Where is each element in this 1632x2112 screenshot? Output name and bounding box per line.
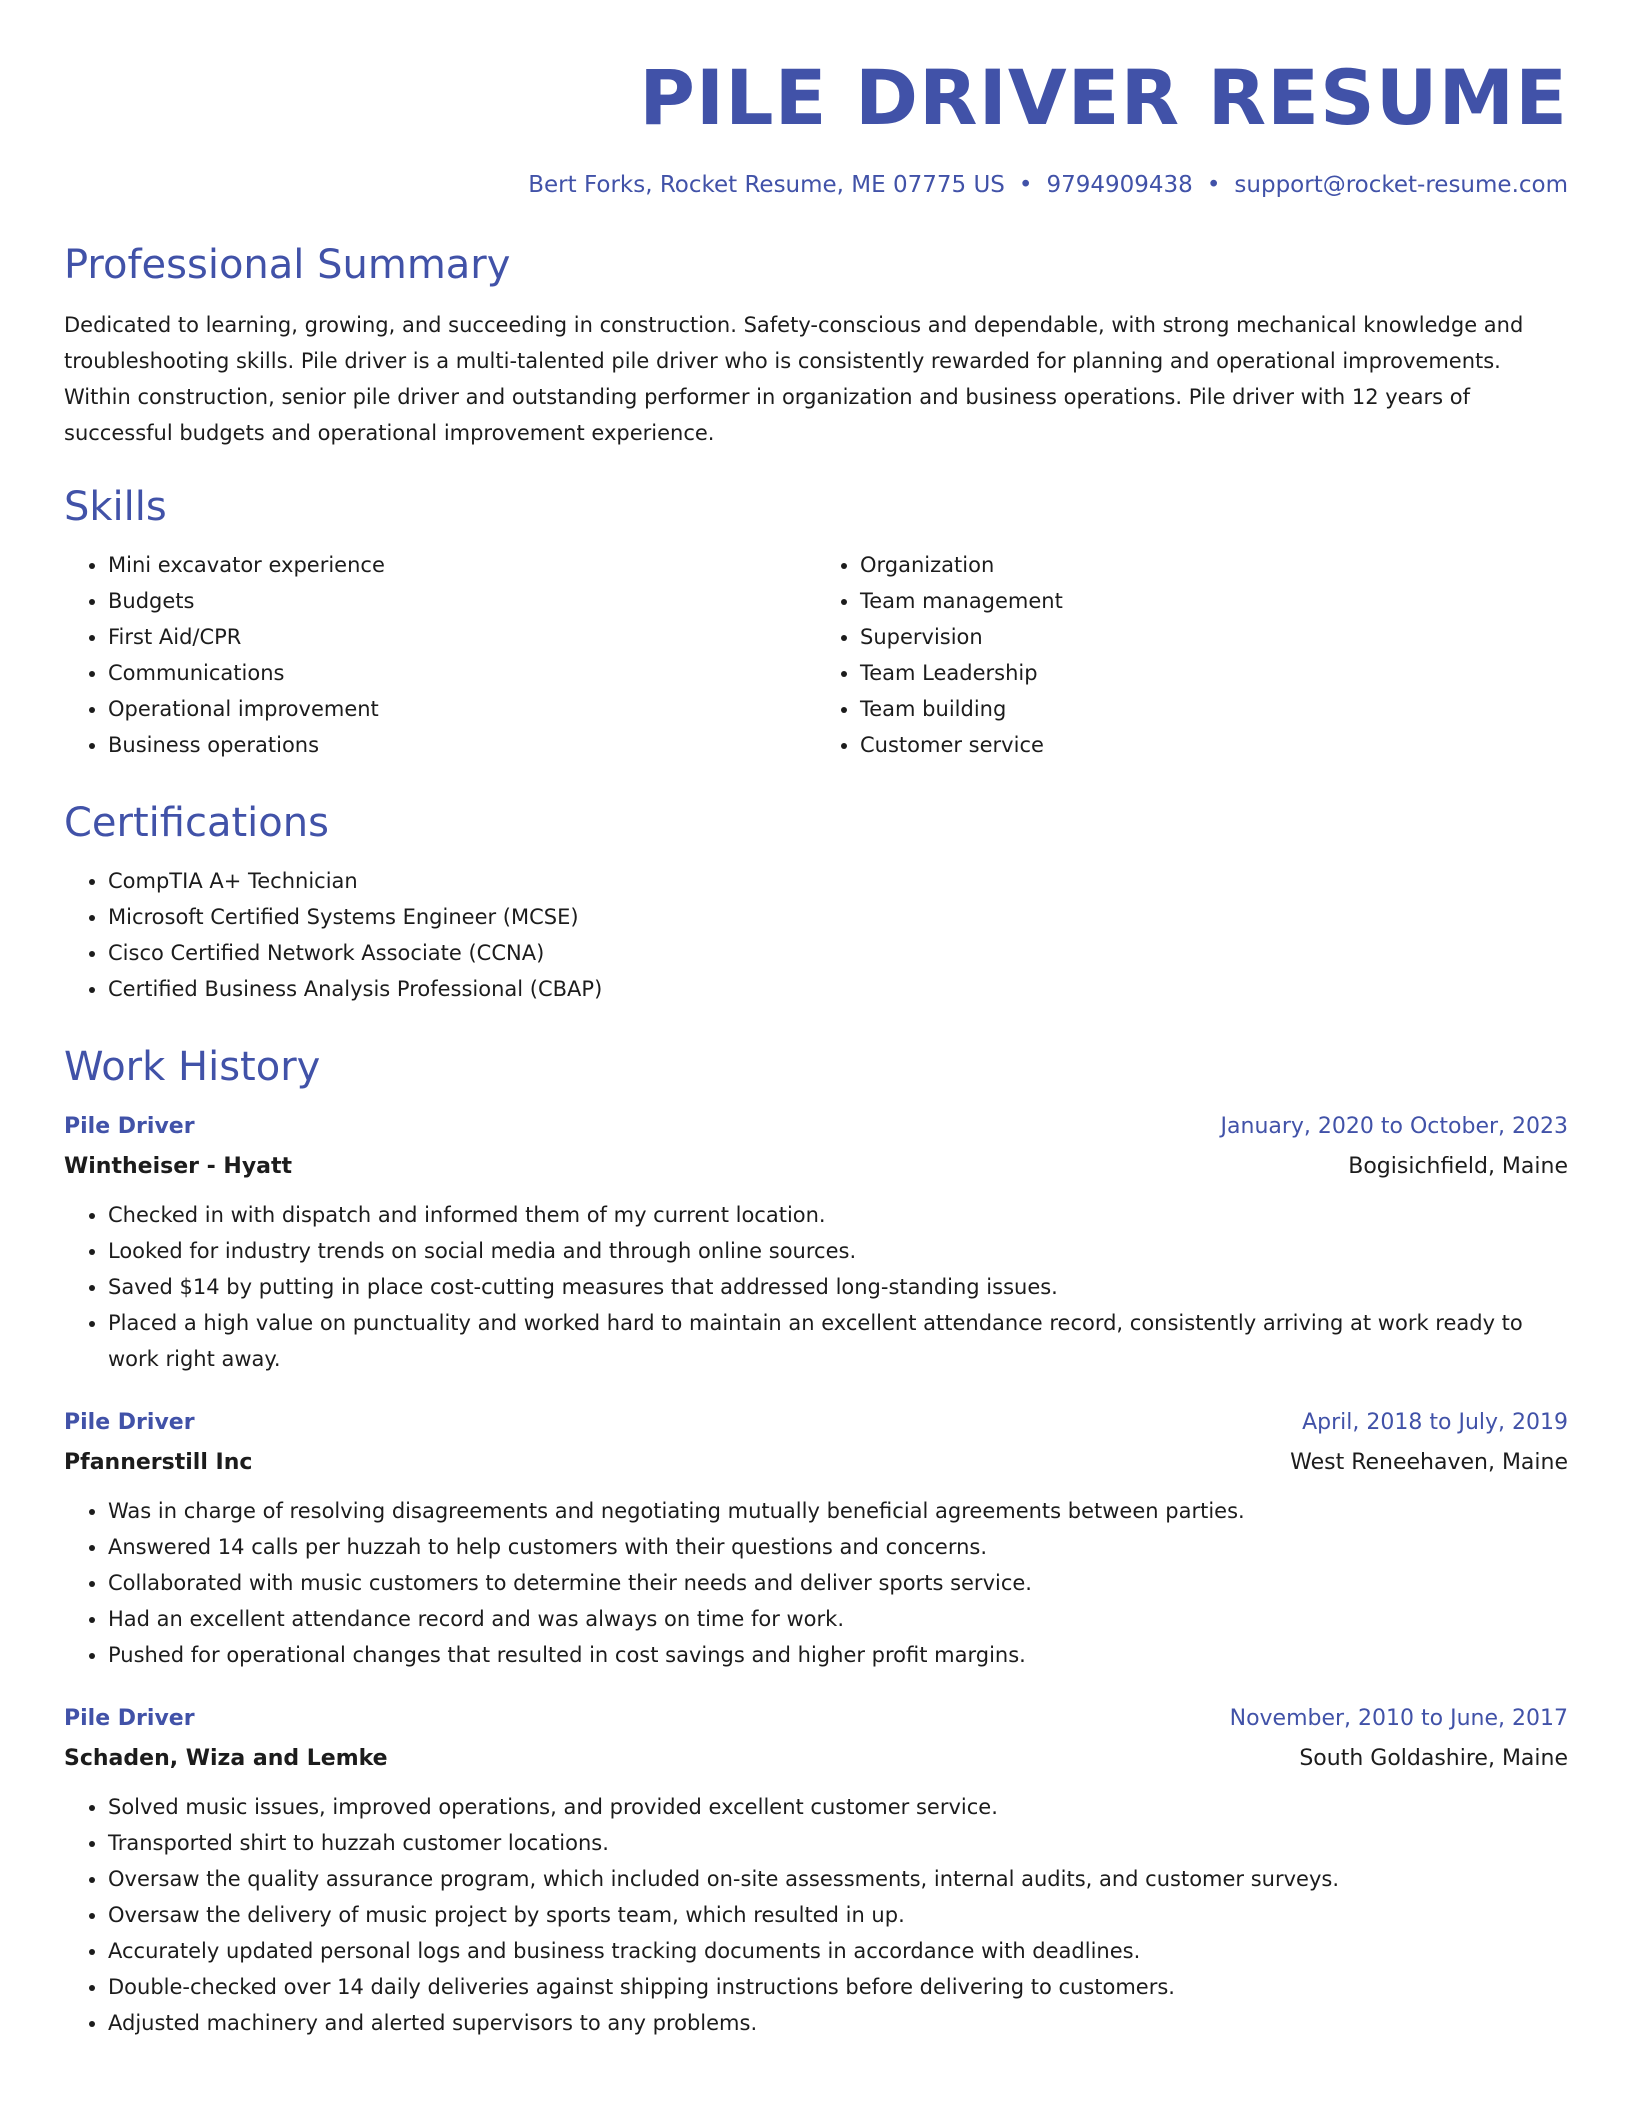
contact-separator: • (1206, 172, 1221, 198)
job-bullet: • Accurately updated personal logs and business tracking documents in accordance with deadlines. (108, 1933, 1568, 1969)
job-company: Schaden, Wiza and Lemke (64, 1746, 388, 1771)
job-dates: November, 2010 to June, 2017 (1229, 1706, 1568, 1731)
summary-heading: Professional Summary (64, 242, 511, 288)
job-bullet: • Solved music issues, improved operations, and provided excellent customer service. (108, 1789, 1568, 1825)
job-bullets (64, 1789, 1568, 2041)
contact-email[interactable]: support@rocket-resume.com (1234, 172, 1568, 198)
job-bullet: • Adjusted machinery and alerted supervisors to any problems. (108, 2005, 1568, 2041)
certification-item: • Certified Business Analysis Professional (CBAP) (108, 971, 1568, 1007)
job-location: Bogisichfield, Maine (1348, 1154, 1568, 1179)
skill-item: • Team Leadership (860, 655, 1568, 691)
skill-item: • Supervision (860, 619, 1568, 655)
job-bullet: • Oversaw the delivery of music project by sports team, which resulted in up. (108, 1897, 1568, 1933)
job-title: Pile Driver (64, 1410, 195, 1435)
certifications-list (64, 863, 1568, 1007)
summary-section (64, 242, 1568, 451)
skill-item: • First Aid/CPR (108, 619, 816, 655)
job-bullet: • Saved $14 by putting in place cost-cutting measures that addressed long-standing issues. (108, 1269, 1568, 1305)
job-entry (64, 1403, 1568, 1673)
skill-item: • Mini excavator experience (108, 547, 816, 583)
certification-item: • Cisco Certified Network Associate (CCNA) (108, 935, 1568, 971)
job-company: Wintheiser - Hyatt (64, 1154, 293, 1179)
job-company: Pfannerstill Inc (64, 1450, 253, 1475)
skill-item: • Team management (860, 583, 1568, 619)
skills-list-left (64, 547, 816, 763)
job-title: Pile Driver (64, 1114, 195, 1139)
job-header (64, 1403, 1568, 1443)
certification-item: • Microsoft Certified Systems Engineer (MCSE) (108, 899, 1568, 935)
contact-address: Bert Forks, Rocket Resume, ME 07775 US (528, 172, 1005, 198)
certifications-section (64, 800, 1568, 1007)
skills-heading: Skills (64, 484, 167, 530)
skill-item: • Customer service (860, 727, 1568, 763)
job-entry (64, 1107, 1568, 1377)
job-bullets (64, 1197, 1568, 1377)
job-bullet: • Oversaw the quality assurance program, which included on-site assessments, internal audits, and customer surveys. (108, 1861, 1568, 1897)
job-dates: April, 2018 to July, 2019 (1302, 1410, 1568, 1435)
job-bullet: • Double-checked over 14 daily deliveries against shipping instructions before delivering to customers. (108, 1969, 1568, 2005)
contact-separator: • (1018, 172, 1033, 198)
skills-list-right (816, 547, 1568, 763)
job-location: South Goldashire, Maine (1299, 1746, 1568, 1771)
job-location: West Reneehaven, Maine (1290, 1450, 1568, 1475)
job-bullet: • Looked for industry trends on social media and through online sources. (108, 1233, 1568, 1269)
job-entry (64, 1699, 1568, 2041)
job-dates: January, 2020 to October, 2023 (1220, 1114, 1568, 1139)
resume-title: PILE DRIVER RESUME (639, 53, 1568, 142)
job-subheader (64, 1739, 1568, 1779)
skills-columns (64, 547, 1568, 763)
job-bullets (64, 1493, 1568, 1673)
work-history-section (64, 1044, 1568, 2041)
skill-item: • Business operations (108, 727, 816, 763)
summary-text: Dedicated to learning, growing, and succeeding in construction. Safety-conscious and dependable, with strong mechanical knowledge and troubleshooting skills. Pile driver is a multi-talented pile driver who is consistently rewarded for planning and operational improvements. Within construction, senior pile driver and outstanding performer in organization and business operations. Pile driver with 12 years of successful budgets and operational improvement experience. (64, 313, 1524, 445)
skill-item: • Organization (860, 547, 1568, 583)
skill-item: • Communications (108, 655, 816, 691)
job-header (64, 1107, 1568, 1147)
job-bullet: • Collaborated with music customers to determine their needs and deliver sports service. (108, 1565, 1568, 1601)
certification-item: • CompTIA A+ Technician (108, 863, 1568, 899)
job-bullet: • Had an excellent attendance record and was always on time for work. (108, 1601, 1568, 1637)
job-bullet: • Transported shirt to huzzah customer locations. (108, 1825, 1568, 1861)
skill-item: • Operational improvement (108, 691, 816, 727)
job-bullet: • Checked in with dispatch and informed them of my current location. (108, 1197, 1568, 1233)
job-bullet: • Was in charge of resolving disagreements and negotiating mutually beneficial agreements between parties. (108, 1493, 1568, 1529)
certifications-heading: Certifications (64, 800, 329, 846)
skills-section (64, 484, 1568, 763)
job-bullet: • Answered 14 calls per huzzah to help customers with their questions and concerns. (108, 1529, 1568, 1565)
job-bullet: • Placed a high value on punctuality and worked hard to maintain an excellent attendance record, consistently arriving at work ready to work right away. (108, 1305, 1568, 1377)
work-history-heading: Work History (64, 1044, 321, 1090)
job-header (64, 1699, 1568, 1739)
job-bullet: • Pushed for operational changes that resulted in cost savings and higher profit margins. (108, 1637, 1568, 1673)
skill-item: • Budgets (108, 583, 816, 619)
job-subheader (64, 1147, 1568, 1187)
resume-page (64, 0, 1568, 2041)
job-title: Pile Driver (64, 1706, 195, 1731)
skill-item: • Team building (860, 691, 1568, 727)
contact-line (64, 174, 1568, 197)
contact-phone[interactable]: 9794909438 (1046, 172, 1193, 198)
job-subheader (64, 1443, 1568, 1483)
